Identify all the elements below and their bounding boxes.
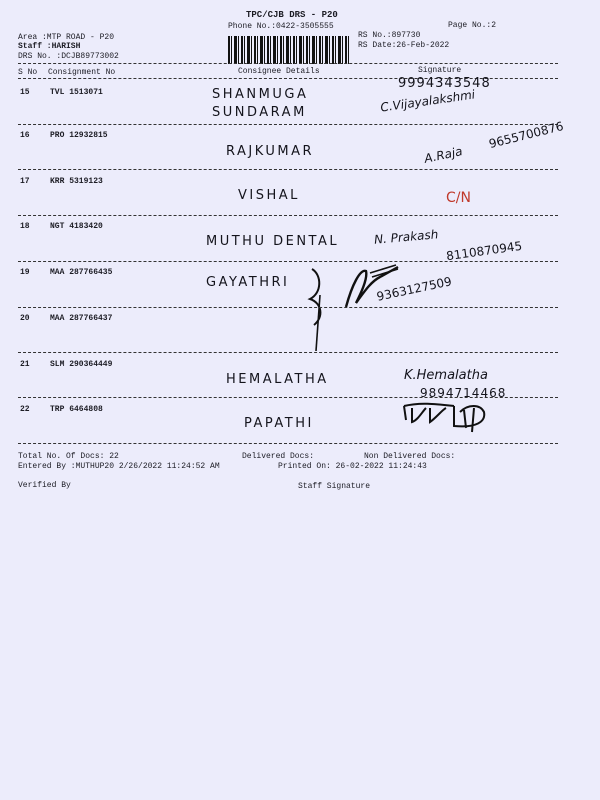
consignee-name: SHANMUGA SUNDARAM	[212, 87, 309, 120]
drs-title: TPC/CJB DRS - P20	[246, 10, 338, 20]
barcode	[228, 36, 350, 64]
consignee-name: VISHAL	[238, 188, 300, 203]
signature-scribble	[300, 255, 420, 355]
row-consignment: NGT 4183420	[50, 222, 103, 231]
verified-by: Verified By	[18, 481, 71, 490]
receiver-phone: 8110870945	[445, 238, 523, 264]
phone-number: Phone No.:0422-3505555	[228, 22, 334, 31]
col-consignment: Consignment No	[48, 68, 116, 77]
receiver-phone: 9894714468	[420, 386, 507, 400]
page-number: Page No.:2	[448, 21, 497, 30]
non-delivered-docs: Non Delivered Docs:	[364, 452, 456, 461]
row-consignment: TVL 1513071	[50, 88, 103, 97]
row-divider	[18, 352, 558, 353]
row-sno: 19	[20, 268, 30, 277]
row-consignment: TRP 6464808	[50, 405, 103, 414]
col-signature: Signature	[418, 66, 462, 75]
receiver-signature: C.Vijayalakshmi	[379, 87, 476, 115]
staff-label: Staff :HARISH	[18, 42, 81, 51]
col-consignee: Consignee Details	[238, 67, 320, 76]
staff-signature: Staff Signature	[298, 482, 371, 491]
row-divider	[18, 307, 558, 308]
row-consignment: MAA 287766437	[50, 314, 113, 323]
receiver-phone: 9994343548	[398, 76, 491, 91]
divider	[18, 63, 558, 64]
row-divider	[18, 169, 558, 170]
row-sno: 15	[20, 88, 30, 97]
total-docs: Total No. Of Docs: 22	[18, 452, 119, 461]
rs-number: RS No.:897730	[358, 31, 421, 40]
consignee-name: HEMALATHA	[226, 372, 329, 387]
drs-number: DRS No. :DCJB89773002	[18, 52, 119, 61]
row-consignment: PRO 12932815	[50, 131, 108, 140]
receiver-signature: K.Hemalatha	[404, 368, 488, 383]
row-sno: 18	[20, 222, 30, 231]
row-divider	[18, 443, 558, 444]
consignee-name: GAYATHRI	[206, 275, 290, 290]
col-sno: S No	[18, 68, 38, 77]
consignee-name: MUTHU DENTAL	[206, 234, 340, 249]
row-sno: 16	[20, 131, 30, 140]
receiver-phone: 9363127509	[375, 274, 453, 304]
row-sno: 17	[20, 177, 30, 186]
row-divider	[18, 124, 558, 125]
receiver-signature: A.Raja	[422, 144, 464, 166]
row-divider	[18, 261, 558, 262]
row-consignment: KRR 5319123	[50, 177, 103, 186]
receiver-signature: C/N	[446, 190, 471, 206]
rs-date: RS Date:26-Feb-2022	[358, 41, 450, 50]
receiver-phone: 9655700876	[487, 118, 565, 152]
delivered-docs: Delivered Docs:	[242, 452, 315, 461]
row-consignment: SLM 290364449	[50, 360, 113, 369]
printed-on: Printed On: 26-02-2022 11:24:43	[278, 462, 427, 471]
area-label: Area :MTP ROAD - P20	[18, 33, 115, 42]
row-divider	[18, 215, 558, 216]
consignee-name: RAJKUMAR	[226, 144, 315, 159]
row-sno: 20	[20, 314, 30, 323]
row-sno: 21	[20, 360, 30, 369]
signature-scribble	[400, 398, 510, 438]
row-consignment: MAA 287766435	[50, 268, 113, 277]
consignee-name: PAPATHI	[244, 416, 314, 431]
entered-by: Entered By :MUTHUP20 2/26/2022 11:24:52 AM	[18, 462, 220, 471]
row-sno: 22	[20, 405, 30, 414]
receiver-signature: N. Prakash	[373, 227, 439, 247]
